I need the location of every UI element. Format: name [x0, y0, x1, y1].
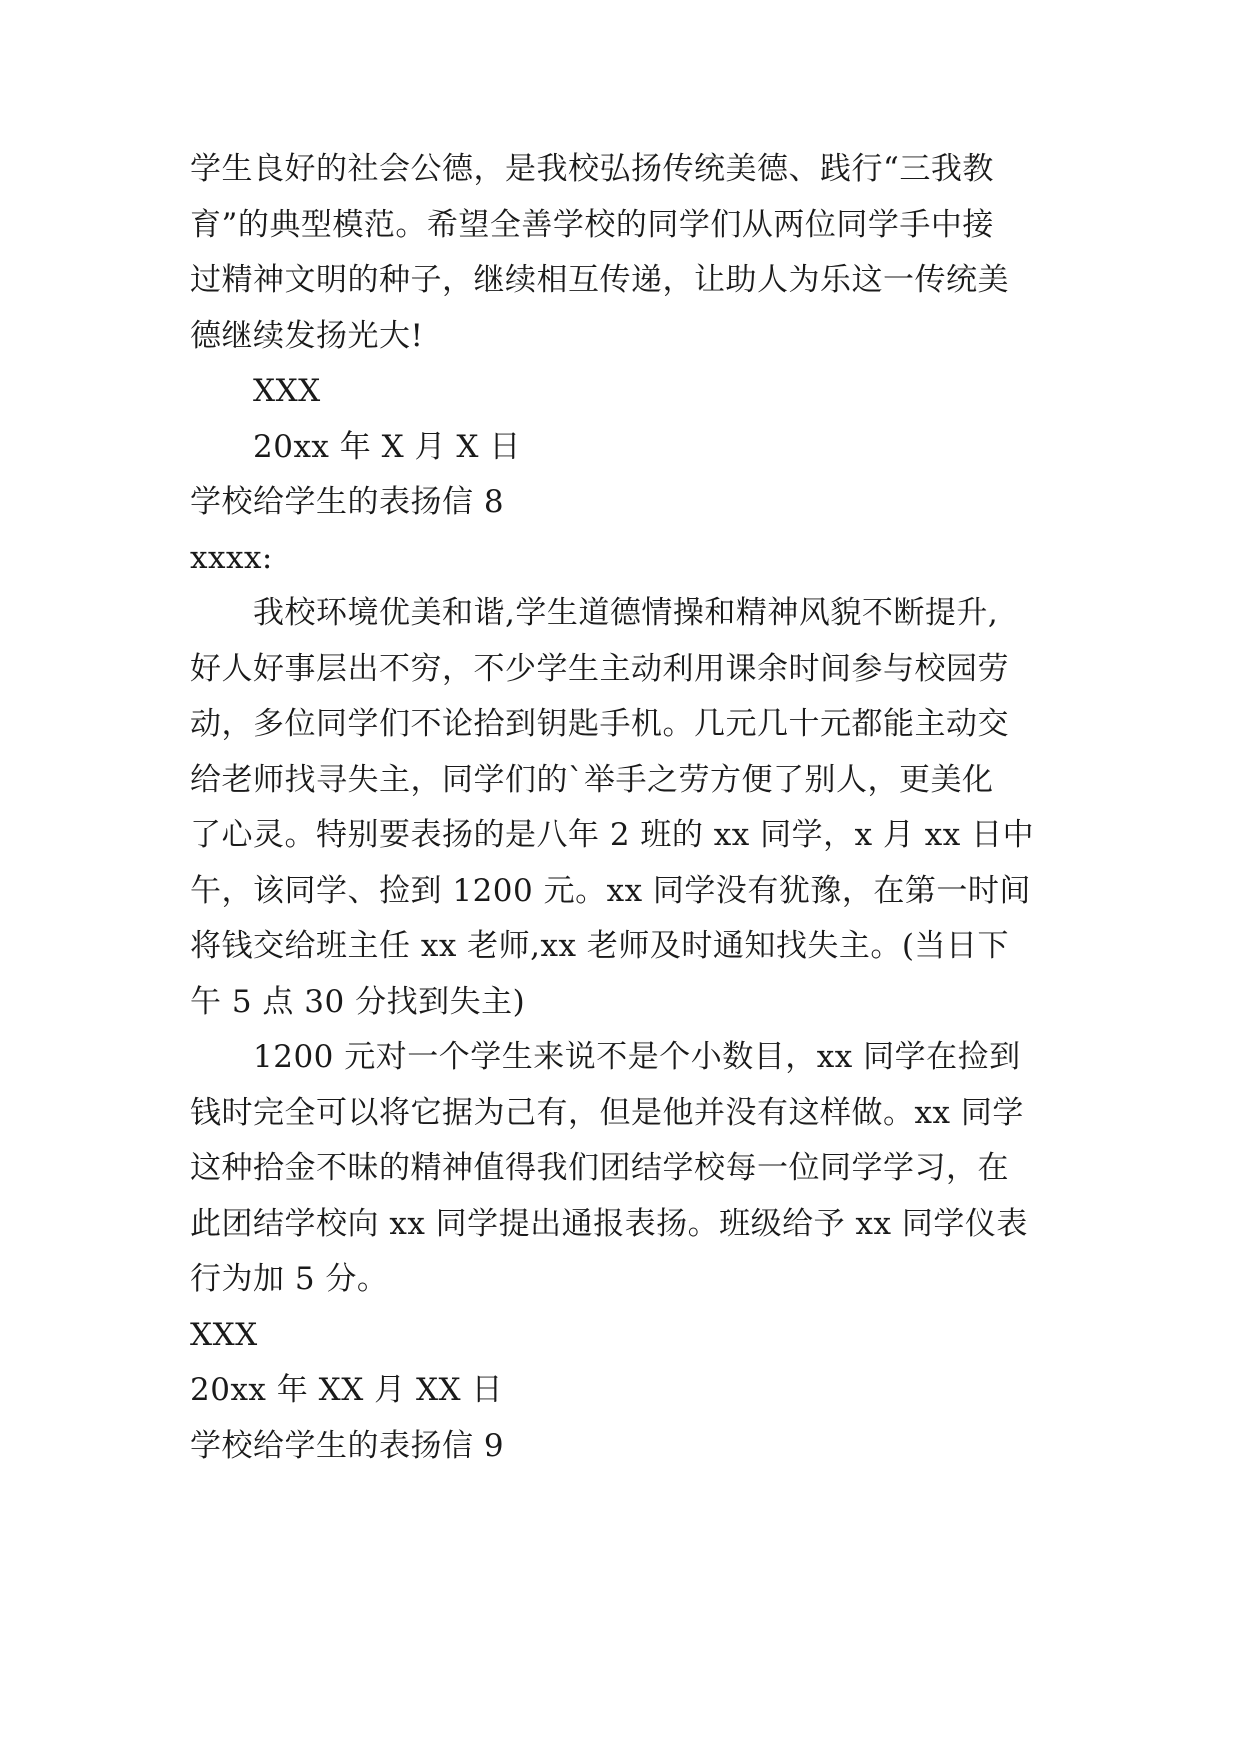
paragraph-line: 午，该同学、捡到 1200 元。xx 同学没有犹豫，在第一时间 [190, 873, 1031, 909]
paragraph-line: 钱时完全可以将它据为己有，但是他并没有这样做。xx 同学 [190, 1095, 1024, 1131]
paragraph-line: 过精神文明的种子，继续相互传递，让助人为乐这一传统美 [190, 262, 1009, 298]
salutation: xxxx: [190, 540, 273, 576]
signature-date: 20xx 年 XX 月 XX 日 [190, 1372, 503, 1408]
paragraph-line: 了心灵。特别要表扬的是八年 2 班的 xx 同学，x 月 xx 日中 [190, 817, 1035, 853]
signature-name: XXX [253, 373, 321, 409]
paragraph-line: 我校环境优美和谐,学生道德情操和精神风貌不断提升, [253, 595, 999, 631]
paragraph-line: 午 5 点 30 分找到失主) [190, 984, 526, 1020]
paragraph-line: 将钱交给班主任 xx 老师,xx 老师及时通知找失主。(当日下 [190, 928, 1009, 964]
paragraph-line: 这种拾金不昧的精神值得我们团结学校每一位同学学习，在 [190, 1150, 1009, 1186]
signature-date: 20xx 年 X 月 X 日 [253, 429, 521, 465]
paragraph-line: 育”的典型模范。希望全善学校的同学们从两位同学手中接 [190, 207, 994, 243]
paragraph-line: 动，多位同学们不论拾到钥匙手机。几元几十元都能主动交 [190, 706, 1009, 742]
paragraph-line: 好人好事层出不穷，不少学生主动利用课余时间参与校园劳 [190, 651, 1009, 687]
paragraph-line: 给老师找寻失主，同学们的`举手之劳方便了别人，更美化 [190, 762, 994, 798]
paragraph-line: 此团结学校向 xx 同学提出通报表扬。班级给予 xx 同学仪表 [190, 1206, 1028, 1242]
paragraph-line: 行为加 5 分。 [190, 1261, 389, 1297]
signature-name: XXX [190, 1317, 258, 1353]
paragraph-line: 学生良好的社会公德，是我校弘扬传统美德、践行“三我教 [190, 151, 994, 187]
paragraph-line: 德继续发扬光大! [190, 318, 424, 354]
section-heading: 学校给学生的表扬信 8 [190, 484, 505, 520]
paragraph-line: 1200 元对一个学生来说不是个小数目，xx 同学在捡到 [253, 1039, 1021, 1075]
section-heading: 学校给学生的表扬信 9 [190, 1428, 505, 1464]
